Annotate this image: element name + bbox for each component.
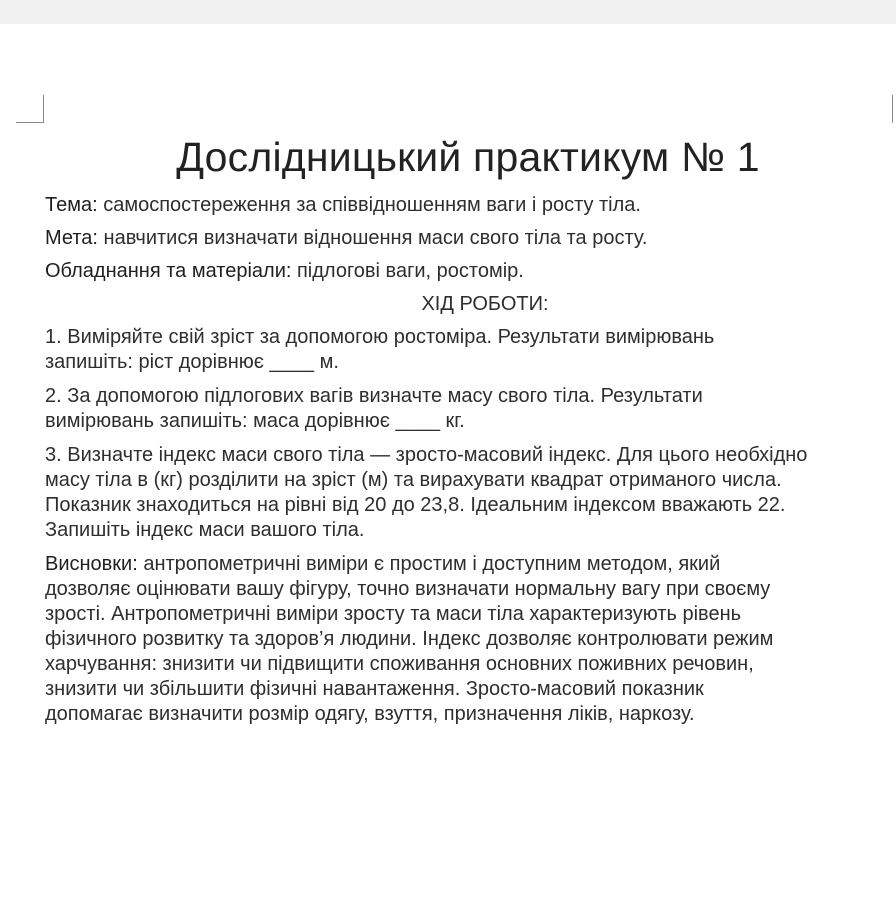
step-2-line: 2. За допомогою підлогових вагів визначте масу свого тіла. Результати <box>45 385 703 407</box>
conclusions-line: харчування: знизити чи підвищити споживання основних поживних речовин, <box>45 653 754 675</box>
procedure-heading: ХІД РОБОТИ: <box>421 293 549 315</box>
step-3-paragraph <box>45 443 885 543</box>
step-3-line: масу тіла в (кг) розділити на зріст (м) та вирахувати квадрат отриманого числа. <box>45 469 782 491</box>
equipment-label: Обладнання та матеріали: <box>45 260 292 282</box>
document-body <box>45 193 885 736</box>
document-title: Дослідницький практикум № 1 <box>176 134 760 180</box>
page-margin-corner-mark <box>16 95 44 123</box>
conclusions-first-text: антропометричні виміри є простим і доступним методом, який <box>137 553 721 575</box>
step-1-paragraph <box>45 325 885 375</box>
step-1-line: 1. Виміряйте свій зріст за допомогою ростоміра. Результати вимірювань <box>45 326 715 348</box>
conclusions-line: допомагає визначити розмір одягу, взуття, призначення ліків, наркозу. <box>45 703 695 725</box>
page-margin-corner-mark-right <box>892 95 896 123</box>
conclusions-line: дозволяє оцінювати вашу фігуру, точно визначати нормальну вагу при своєму <box>45 578 771 600</box>
step-3-line: Запишіть індекс маси вашого тіла. <box>45 519 365 541</box>
conclusions-line: фізичного розвитку та здоров’я людини. Індекс дозволяє контролювати режим <box>45 628 774 650</box>
conclusions-line: зрості. Антропометричні виміри зросту та маси тіла характеризують рівень <box>45 603 742 625</box>
step-3-line: Показник знаходиться на рівні від 20 до 23,8. Ідеальним індексом вважають 22. <box>45 494 786 516</box>
top-toolbar-band <box>0 0 896 24</box>
topic-label: Тема: <box>45 194 98 216</box>
step-2-line: вимірювань запишіть: маса дорівнює ____ кг. <box>45 410 465 432</box>
goal-label: Мета: <box>45 227 98 249</box>
conclusions-paragraph <box>45 552 885 727</box>
equipment-line <box>45 259 885 284</box>
step-3-line: 3. Визначте індекс маси свого тіла — зросто-масовий індекс. Для цього необхідно <box>45 444 808 466</box>
conclusions-label: Висновки: <box>45 553 138 575</box>
step-1-line: запишіть: ріст дорівнює ____ м. <box>45 351 339 373</box>
goal-text: навчитися визначати відношення маси свого тіла та росту. <box>97 227 648 249</box>
equipment-text: підлогові ваги, ростомір. <box>291 260 524 282</box>
step-2-paragraph <box>45 384 885 434</box>
goal-line <box>45 226 885 251</box>
topic-text: самоспостереження за співвідношенням ваги і росту тіла. <box>97 194 641 216</box>
conclusions-first-line <box>45 552 885 577</box>
topic-line <box>45 193 885 218</box>
conclusions-line: знизити чи збільшити фізичні навантаження. Зросто-масовий показник <box>45 678 704 700</box>
